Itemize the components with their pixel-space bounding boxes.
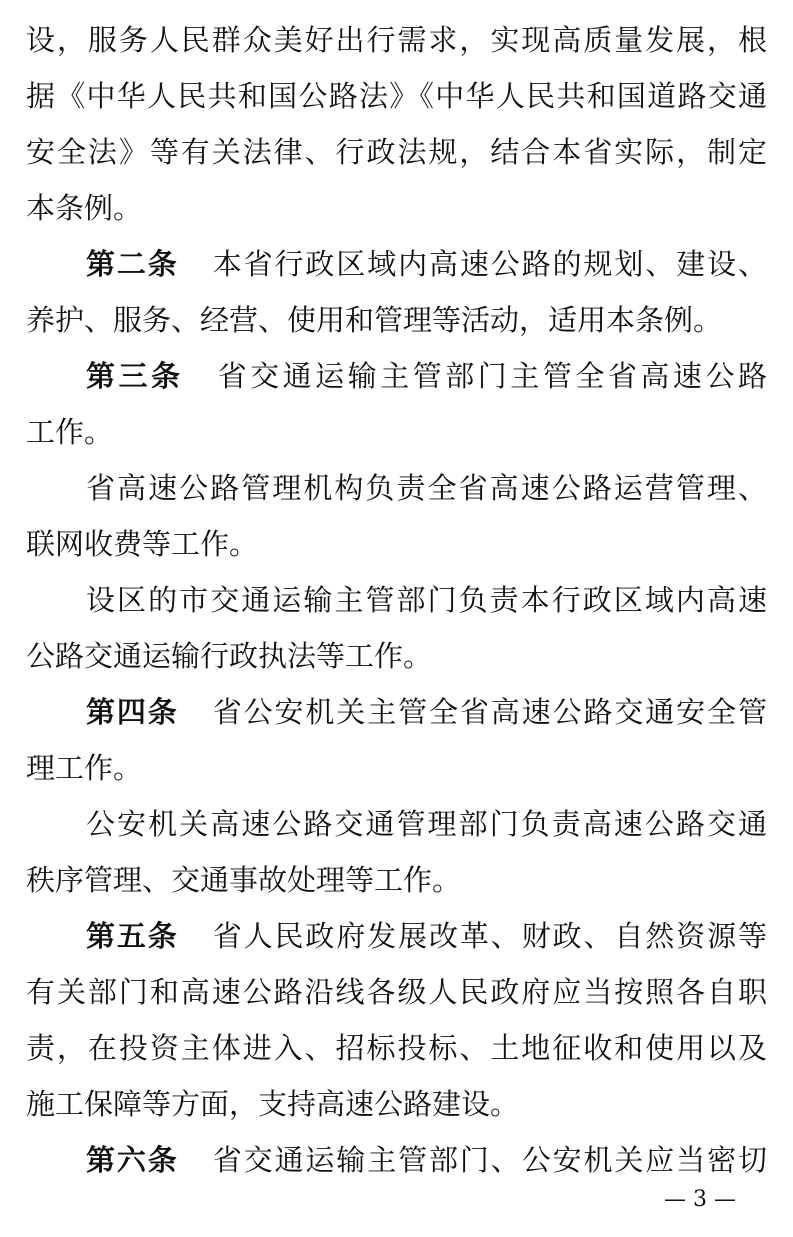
article-2-continuation: 养护、服务、经营、使用和管理等活动，适用本条例。 (26, 303, 723, 337)
article-3-continuation: 工作。 (26, 415, 114, 449)
article-2-heading-line (86, 238, 767, 290)
article-3-paragraph-3-rest: 公路交通运输行政执法等工作。 (26, 639, 433, 673)
body-line: 据《中华人民共和国公路法》《中华人民共和国道路交通 (26, 79, 767, 113)
article-2-label: 第二条 (86, 247, 179, 281)
article-3-text: 省交通运输主管部门主管全省高速公路 (217, 359, 767, 393)
article-5-line-2: 有关部门和高速公路沿线各级人民政府应当按照各自职 (26, 975, 767, 1009)
article-5-label: 第五条 (86, 919, 179, 953)
article-5-heading-line (86, 910, 767, 962)
article-6-text: 省交通运输主管部门、公安机关应当密切 (212, 1143, 767, 1177)
article-2-text: 本省行政区域内高速公路的规划、建设、 (212, 247, 767, 281)
article-6-heading-line (86, 1134, 767, 1186)
article-5-line-3: 责，在投资主体进入、招标投标、土地征收和使用以及 (26, 1031, 767, 1065)
article-3-label: 第三条 (86, 359, 184, 393)
article-3-paragraph-2-rest: 联网收费等工作。 (26, 527, 259, 561)
article-4-continuation: 理工作。 (26, 751, 143, 785)
article-4-heading-line (86, 686, 767, 738)
article-5-line-4: 施工保障等方面，支持高速公路建设。 (26, 1087, 520, 1121)
page-number: — 3 — (664, 1187, 736, 1212)
article-6-label: 第六条 (86, 1143, 179, 1177)
body-line: 本条例。 (26, 191, 143, 225)
article-3-paragraph-3-first: 设区的市交通运输主管部门负责本行政区域内高速 (86, 583, 767, 617)
article-3-heading-line (86, 350, 767, 402)
article-4-paragraph-2-first: 公安机关高速公路交通管理部门负责高速公路交通 (86, 807, 767, 841)
article-5-text: 省人民政府发展改革、财政、自然资源等 (212, 919, 767, 953)
article-4-paragraph-2-rest: 秩序管理、交通事故处理等工作。 (26, 863, 462, 897)
article-4-text: 省公安机关主管全省高速公路交通安全管 (212, 695, 767, 729)
article-3-paragraph-2-first: 省高速公路管理机构负责全省高速公路运营管理、 (86, 471, 767, 505)
article-4-label: 第四条 (86, 695, 179, 729)
body-line: 安全法》等有关法律、行政法规，结合本省实际，制定 (26, 135, 767, 169)
body-line: 设，服务人民群众美好出行需求，实现高质量发展，根 (26, 23, 767, 57)
